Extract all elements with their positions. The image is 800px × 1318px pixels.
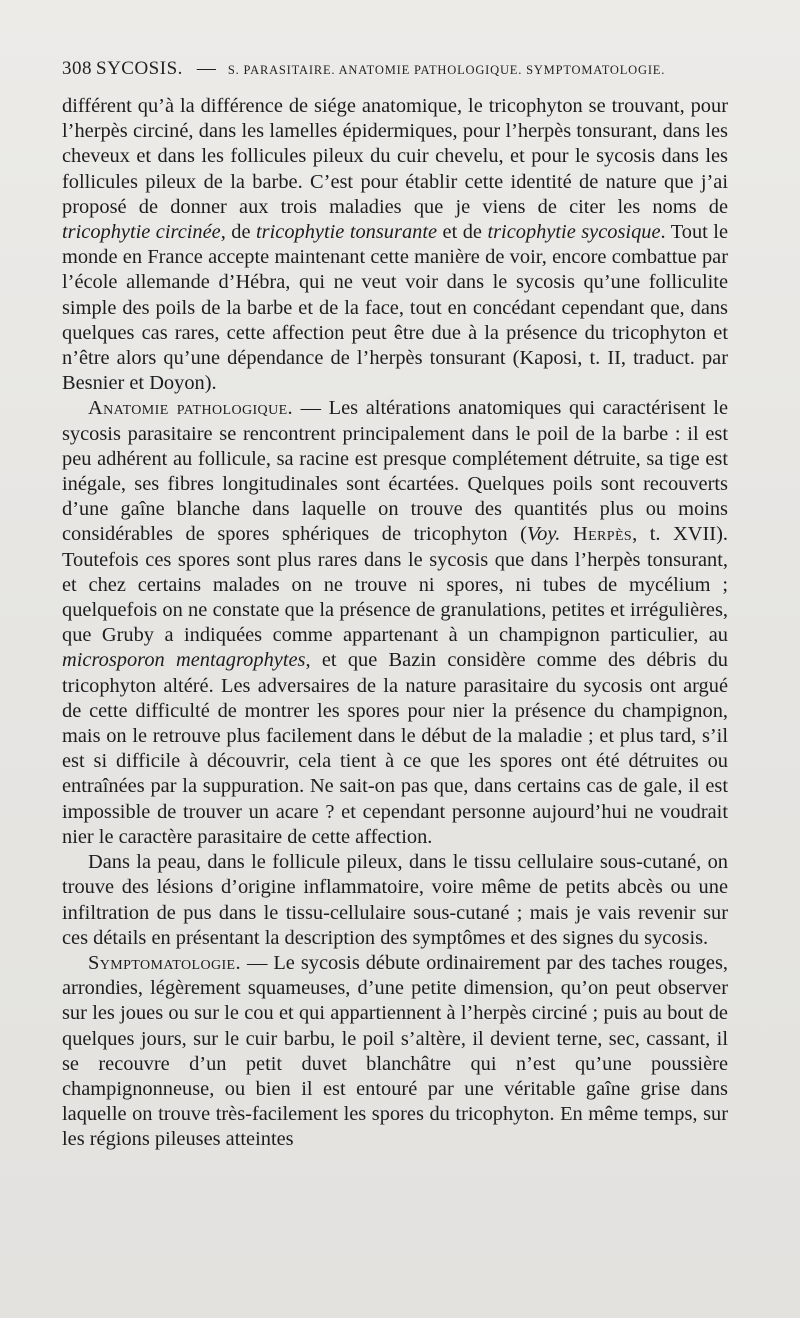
page-number: 308 <box>62 58 92 79</box>
italic-term: Voy. <box>526 523 561 546</box>
header-separator: — <box>196 58 216 79</box>
paragraph-continuation <box>62 94 728 396</box>
paragraph-symptomatologie <box>62 951 728 1153</box>
text-run: , et que Bazin considère comme des débris du tricophyton altéré. Les adversaires de la nature parasitaire du sycosis ont argué de cette difficulté de montrer les spores pour nier la présence du champignon, mais on le retrouve plus facilement dans le début de la maladie ; et plus tard, s’il est si difficile à découvrir, cela tient à ce que les spores ont été détruites ou entraînées par la suppuration. Ne sait-on pas que, dans certains cas de gale, il est impossible de trouver un acare ? et cependant personne aujourd’hui ne voudrait nier le caractère parasitaire de cette affection. <box>62 649 728 848</box>
italic-term: tricophytie circinée <box>62 221 221 244</box>
italic-term: tricophytie sycosique <box>487 221 661 244</box>
text-run: et de <box>437 221 488 244</box>
text-run: — Les altérations anatomiques qui caractérisent le sycosis parasitaire se rencontrent principalement dans le poil de la barbe : il est peu adhérent au follicule, sa racine est presque complétement détruite, sa tige est inégale, ses fibres longitudinales sont écartées. Quelques poils sont recouverts d’une gaîne blanche dans laquelle on trouve des quantités plus ou moins considérables de spores sphériques de tricophyton ( <box>62 397 729 546</box>
running-header <box>62 58 770 94</box>
italic-term: microsporon mentagrophytes <box>62 649 306 672</box>
body-text <box>62 94 728 1153</box>
italic-term: tricophytie tonsurante <box>256 221 438 244</box>
text-run: , de <box>220 221 257 244</box>
running-title: SYCOSIS. <box>96 58 183 79</box>
text-run: différent qu’à la différence de siége anatomique, le tricophyton se trouvant, pour l’herpès circiné, dans les lamelles épidermiques, pour l’herpès tonsurant, dans les cheveux et dans les follicules pileux du cuir chevelu, et pour le sycosis dans les follicules pileux de la barbe. C’est pour établir cette identité de nature que j’ai proposé de donner aux trois maladies que je viens de citer les noms de <box>62 95 728 218</box>
text-run: — Le sycosis débute ordinairement par des taches rouges, arrondies, légèrement squameuses, d’une petite dimension, qu’on peut observer sur les joues ou sur le cou et qui appartiennent à l’herpès circiné ; puis au bout de quelques jours, sur le cuir barbu, le poil s’altère, il devient terne, sec, cassant, il se recouvre d’un petit duvet blanchâtre qui n’est qu’une poussière champignonneuse, ou bien il est entouré par une véritable gaîne grise dans laquelle on trouve très-facilement les spores du tricophyton. En même temps, sur les régions pileuses atteintes <box>62 951 728 1151</box>
section-heading-symptomatologie: Symptomatologie. <box>88 951 241 974</box>
paragraph-anatomie <box>62 396 728 850</box>
text-run: . Tout le monde en France accepte maintenant cette manière de voir, encore combattue par l’école allemande d’Hébra, qui ne veut voir dans le sycosis qu’une folliculite simple des poils de la barbe et de la face, tout en concédant cependant que, dans quelques cas rares, cette affection peut être due à la présence du tricophyton et n’être alors qu’une dépendance de l’herpès tonsurant (Kaposi, t. II, traduct. par Besnier et Doyon). <box>62 221 728 395</box>
text-run: Dans la peau, dans le follicule pileux, dans le tissu cellulaire sous-cutané, on trouve des lésions d’origine inflammatoire, voire même de petits abcès ou une infiltration de pus dans le tissu-cellulaire sous-cutané ; mais je vais revenir sur ces détails en présentant la description des symptômes et des signes du sycosis. <box>62 851 728 949</box>
section-heading-anatomie: Anatomie pathologique. <box>88 397 294 420</box>
paragraph-peau <box>62 850 728 951</box>
cross-reference: Herpès <box>572 523 633 546</box>
section-path: S. PARASITAIRE. ANATOMIE PATHOLOGIQUE. SYMPTOMATOLOGIE. <box>227 63 666 77</box>
text-run: , t. XVII). Toutefois ces spores sont plus rares dans le sycosis que dans l’herpès tonsurant, et chez certains malades on ne trouve ni spores, ni tubes de mycélium ; quelquefois on ne constate que la présence de granulations, petites et irrégulières, que Gruby a indiquées comme appartenant à un champignon particulier, au <box>62 523 728 647</box>
